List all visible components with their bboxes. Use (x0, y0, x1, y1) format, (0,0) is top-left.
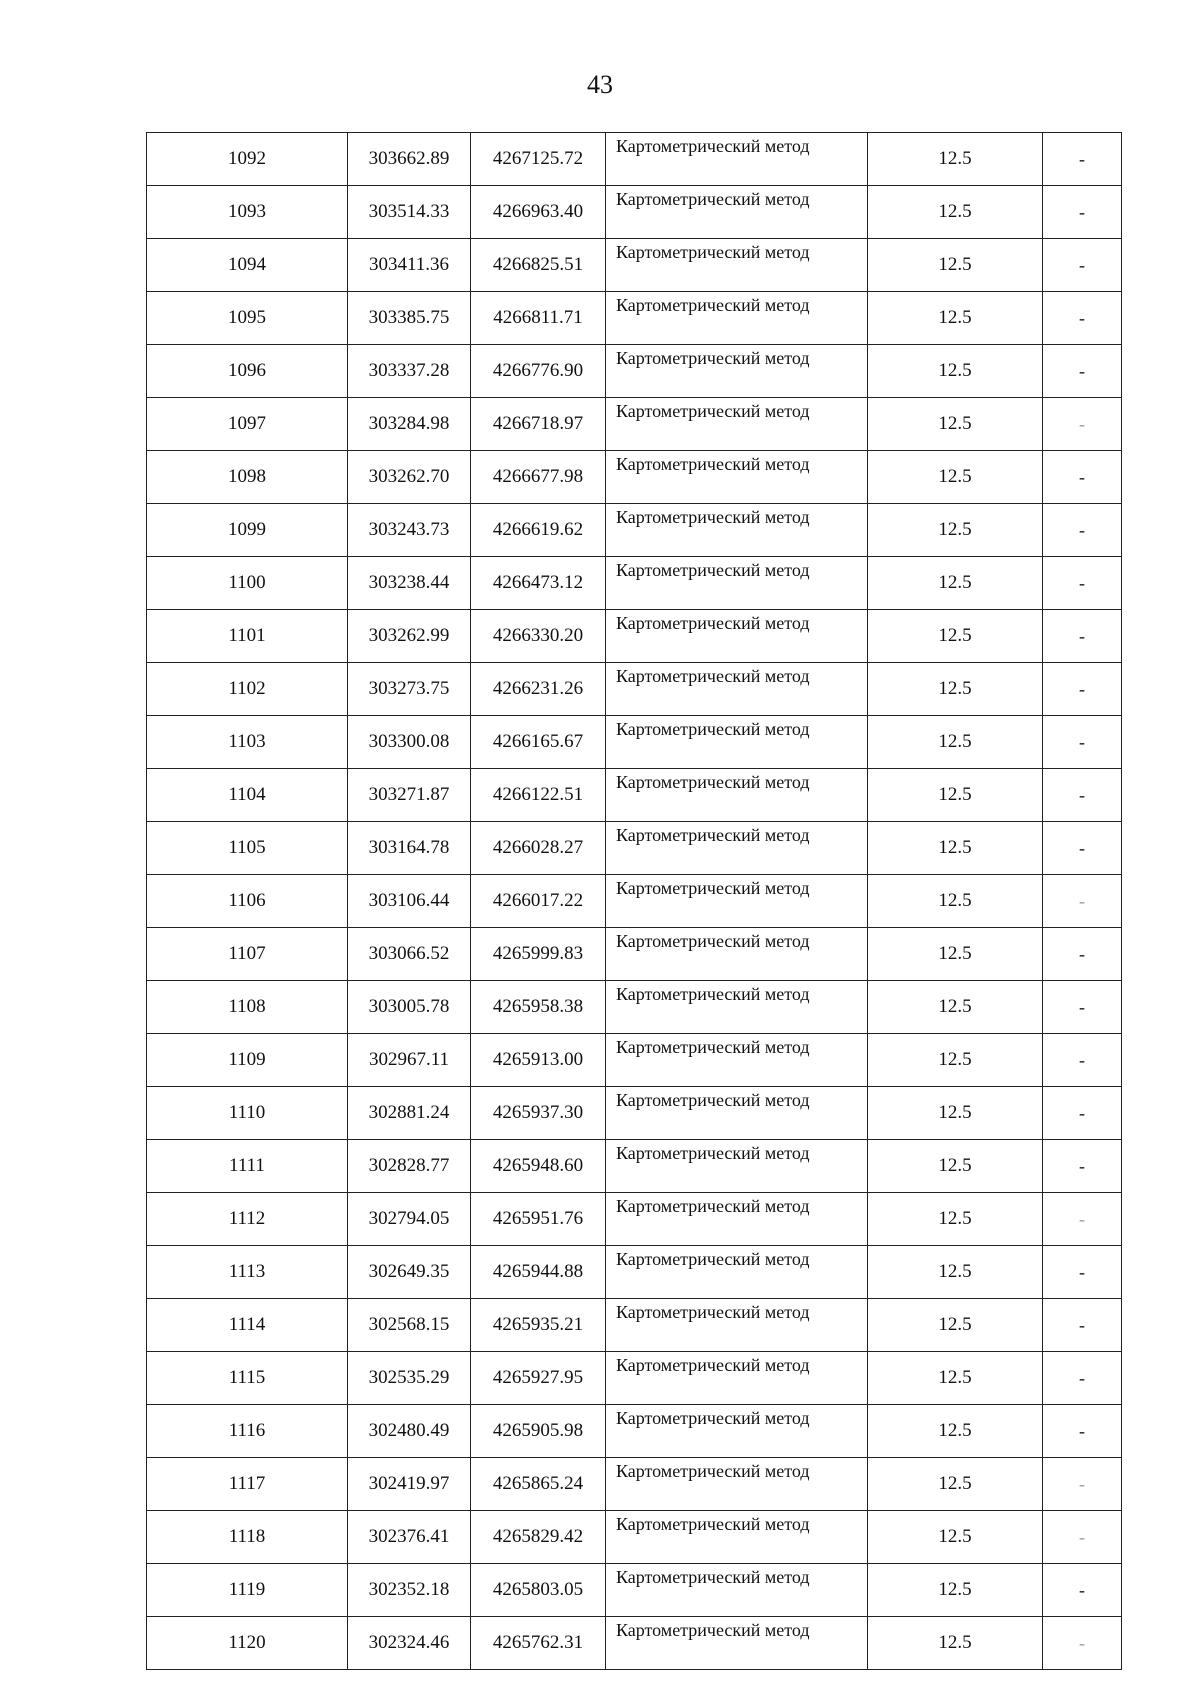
note-cell: - (1043, 1299, 1122, 1352)
x-coordinate-cell: 302535.29 (348, 1352, 471, 1405)
point-id-cell: 1104 (147, 769, 348, 822)
table-row (147, 504, 1122, 557)
table-row (147, 769, 1122, 822)
note-cell: - (1043, 769, 1122, 822)
x-coordinate-cell: 303243.73 (348, 504, 471, 557)
point-id-cell: 1107 (147, 928, 348, 981)
x-coordinate-cell: 302324.46 (348, 1617, 471, 1670)
method-cell: Картометрический метод (606, 716, 868, 769)
y-coordinate-cell: 4266028.27 (471, 822, 606, 875)
table-row (147, 1193, 1122, 1246)
method-cell: Картометрический метод (606, 1034, 868, 1087)
table-row (147, 1564, 1122, 1617)
x-coordinate-cell: 303262.70 (348, 451, 471, 504)
note-cell: - (1043, 1405, 1122, 1458)
x-coordinate-cell: 302881.24 (348, 1087, 471, 1140)
y-coordinate-cell: 4265803.05 (471, 1564, 606, 1617)
accuracy-cell: 12.5 (868, 769, 1043, 822)
note-cell: - (1043, 186, 1122, 239)
point-id-cell: 1099 (147, 504, 348, 557)
method-cell: Картометрический метод (606, 239, 868, 292)
method-cell: Картометрический метод (606, 292, 868, 345)
table-row (147, 1140, 1122, 1193)
method-cell: Картометрический метод (606, 1458, 868, 1511)
method-cell: Картометрический метод (606, 1246, 868, 1299)
note-cell: - (1043, 1193, 1122, 1246)
method-cell: Картометрический метод (606, 557, 868, 610)
table-row (147, 875, 1122, 928)
table-row (147, 451, 1122, 504)
note-cell: - (1043, 928, 1122, 981)
point-id-cell: 1114 (147, 1299, 348, 1352)
y-coordinate-cell: 4265937.30 (471, 1087, 606, 1140)
table-row (147, 1405, 1122, 1458)
accuracy-cell: 12.5 (868, 716, 1043, 769)
note-cell: - (1043, 1246, 1122, 1299)
note-cell: - (1043, 981, 1122, 1034)
accuracy-cell: 12.5 (868, 1352, 1043, 1405)
point-id-cell: 1096 (147, 345, 348, 398)
y-coordinate-cell: 4265944.88 (471, 1246, 606, 1299)
method-cell: Картометрический метод (606, 186, 868, 239)
table-row (147, 1511, 1122, 1564)
x-coordinate-cell: 302352.18 (348, 1564, 471, 1617)
y-coordinate-cell: 4266017.22 (471, 875, 606, 928)
point-id-cell: 1103 (147, 716, 348, 769)
point-id-cell: 1116 (147, 1405, 348, 1458)
table-row (147, 186, 1122, 239)
x-coordinate-cell: 303662.89 (348, 133, 471, 186)
coordinates-table (146, 132, 1122, 1670)
method-cell: Картометрический метод (606, 1140, 868, 1193)
y-coordinate-cell: 4266165.67 (471, 716, 606, 769)
point-id-cell: 1119 (147, 1564, 348, 1617)
table-row (147, 1087, 1122, 1140)
accuracy-cell: 12.5 (868, 451, 1043, 504)
table-row (147, 1352, 1122, 1405)
x-coordinate-cell: 302568.15 (348, 1299, 471, 1352)
method-cell: Картометрический метод (606, 504, 868, 557)
accuracy-cell: 12.5 (868, 239, 1043, 292)
method-cell: Картометрический метод (606, 1193, 868, 1246)
point-id-cell: 1100 (147, 557, 348, 610)
method-cell: Картометрический метод (606, 1511, 868, 1564)
y-coordinate-cell: 4265935.21 (471, 1299, 606, 1352)
x-coordinate-cell: 303273.75 (348, 663, 471, 716)
x-coordinate-cell: 302967.11 (348, 1034, 471, 1087)
x-coordinate-cell: 303337.28 (348, 345, 471, 398)
point-id-cell: 1094 (147, 239, 348, 292)
note-cell: - (1043, 1352, 1122, 1405)
note-cell: - (1043, 610, 1122, 663)
y-coordinate-cell: 4265905.98 (471, 1405, 606, 1458)
accuracy-cell: 12.5 (868, 398, 1043, 451)
y-coordinate-cell: 4267125.72 (471, 133, 606, 186)
y-coordinate-cell: 4266677.98 (471, 451, 606, 504)
table-row (147, 928, 1122, 981)
point-id-cell: 1110 (147, 1087, 348, 1140)
accuracy-cell: 12.5 (868, 1617, 1043, 1670)
accuracy-cell: 12.5 (868, 345, 1043, 398)
note-cell: - (1043, 557, 1122, 610)
point-id-cell: 1109 (147, 1034, 348, 1087)
table-row (147, 239, 1122, 292)
point-id-cell: 1113 (147, 1246, 348, 1299)
point-id-cell: 1098 (147, 451, 348, 504)
method-cell: Картометрический метод (606, 769, 868, 822)
accuracy-cell: 12.5 (868, 1034, 1043, 1087)
method-cell: Картометрический метод (606, 1087, 868, 1140)
method-cell: Картометрический метод (606, 1299, 868, 1352)
x-coordinate-cell: 302480.49 (348, 1405, 471, 1458)
method-cell: Картометрический метод (606, 451, 868, 504)
accuracy-cell: 12.5 (868, 663, 1043, 716)
table-row (147, 345, 1122, 398)
y-coordinate-cell: 4266330.20 (471, 610, 606, 663)
note-cell: - (1043, 133, 1122, 186)
point-id-cell: 1093 (147, 186, 348, 239)
x-coordinate-cell: 303385.75 (348, 292, 471, 345)
point-id-cell: 1106 (147, 875, 348, 928)
method-cell: Картометрический метод (606, 928, 868, 981)
table-row (147, 133, 1122, 186)
note-cell: - (1043, 1511, 1122, 1564)
x-coordinate-cell: 303106.44 (348, 875, 471, 928)
accuracy-cell: 12.5 (868, 1405, 1043, 1458)
x-coordinate-cell: 303262.99 (348, 610, 471, 663)
note-cell: - (1043, 822, 1122, 875)
x-coordinate-cell: 303238.44 (348, 557, 471, 610)
x-coordinate-cell: 303005.78 (348, 981, 471, 1034)
accuracy-cell: 12.5 (868, 1511, 1043, 1564)
note-cell: - (1043, 875, 1122, 928)
table-row (147, 1617, 1122, 1670)
note-cell: - (1043, 1458, 1122, 1511)
table-row (147, 1299, 1122, 1352)
y-coordinate-cell: 4266776.90 (471, 345, 606, 398)
y-coordinate-cell: 4265913.00 (471, 1034, 606, 1087)
accuracy-cell: 12.5 (868, 504, 1043, 557)
y-coordinate-cell: 4266122.51 (471, 769, 606, 822)
point-id-cell: 1105 (147, 822, 348, 875)
point-id-cell: 1120 (147, 1617, 348, 1670)
accuracy-cell: 12.5 (868, 1193, 1043, 1246)
y-coordinate-cell: 4265958.38 (471, 981, 606, 1034)
table-row (147, 822, 1122, 875)
accuracy-cell: 12.5 (868, 1140, 1043, 1193)
method-cell: Картометрический метод (606, 1564, 868, 1617)
method-cell: Картометрический метод (606, 981, 868, 1034)
accuracy-cell: 12.5 (868, 292, 1043, 345)
table-body (147, 133, 1122, 1670)
y-coordinate-cell: 4265865.24 (471, 1458, 606, 1511)
x-coordinate-cell: 302828.77 (348, 1140, 471, 1193)
y-coordinate-cell: 4265999.83 (471, 928, 606, 981)
accuracy-cell: 12.5 (868, 981, 1043, 1034)
method-cell: Картометрический метод (606, 345, 868, 398)
x-coordinate-cell: 302376.41 (348, 1511, 471, 1564)
note-cell: - (1043, 716, 1122, 769)
method-cell: Картометрический метод (606, 1352, 868, 1405)
method-cell: Картометрический метод (606, 398, 868, 451)
table-row (147, 610, 1122, 663)
x-coordinate-cell: 303271.87 (348, 769, 471, 822)
table-row (147, 663, 1122, 716)
point-id-cell: 1097 (147, 398, 348, 451)
y-coordinate-cell: 4265951.76 (471, 1193, 606, 1246)
accuracy-cell: 12.5 (868, 1246, 1043, 1299)
y-coordinate-cell: 4266231.26 (471, 663, 606, 716)
accuracy-cell: 12.5 (868, 1087, 1043, 1140)
note-cell: - (1043, 1617, 1122, 1670)
table-row (147, 292, 1122, 345)
note-cell: - (1043, 292, 1122, 345)
x-coordinate-cell: 302419.97 (348, 1458, 471, 1511)
y-coordinate-cell: 4265927.95 (471, 1352, 606, 1405)
method-cell: Картометрический метод (606, 1617, 868, 1670)
method-cell: Картометрический метод (606, 610, 868, 663)
x-coordinate-cell: 302794.05 (348, 1193, 471, 1246)
point-id-cell: 1115 (147, 1352, 348, 1405)
table-row (147, 716, 1122, 769)
point-id-cell: 1118 (147, 1511, 348, 1564)
note-cell: - (1043, 1087, 1122, 1140)
point-id-cell: 1092 (147, 133, 348, 186)
x-coordinate-cell: 303164.78 (348, 822, 471, 875)
x-coordinate-cell: 302649.35 (348, 1246, 471, 1299)
y-coordinate-cell: 4266811.71 (471, 292, 606, 345)
note-cell: - (1043, 345, 1122, 398)
y-coordinate-cell: 4266473.12 (471, 557, 606, 610)
x-coordinate-cell: 303066.52 (348, 928, 471, 981)
y-coordinate-cell: 4266963.40 (471, 186, 606, 239)
x-coordinate-cell: 303300.08 (348, 716, 471, 769)
page-number: 43 (587, 70, 613, 99)
accuracy-cell: 12.5 (868, 133, 1043, 186)
y-coordinate-cell: 4266825.51 (471, 239, 606, 292)
table-row (147, 1458, 1122, 1511)
table-row (147, 1034, 1122, 1087)
point-id-cell: 1102 (147, 663, 348, 716)
point-id-cell: 1101 (147, 610, 348, 663)
note-cell: - (1043, 1034, 1122, 1087)
y-coordinate-cell: 4265948.60 (471, 1140, 606, 1193)
accuracy-cell: 12.5 (868, 1299, 1043, 1352)
method-cell: Картометрический метод (606, 822, 868, 875)
accuracy-cell: 12.5 (868, 557, 1043, 610)
x-coordinate-cell: 303284.98 (348, 398, 471, 451)
accuracy-cell: 12.5 (868, 1458, 1043, 1511)
note-cell: - (1043, 1140, 1122, 1193)
y-coordinate-cell: 4265829.42 (471, 1511, 606, 1564)
accuracy-cell: 12.5 (868, 610, 1043, 663)
y-coordinate-cell: 4265762.31 (471, 1617, 606, 1670)
accuracy-cell: 12.5 (868, 1564, 1043, 1617)
x-coordinate-cell: 303411.36 (348, 239, 471, 292)
note-cell: - (1043, 1564, 1122, 1617)
method-cell: Картометрический метод (606, 133, 868, 186)
method-cell: Картометрический метод (606, 875, 868, 928)
accuracy-cell: 12.5 (868, 822, 1043, 875)
table-row (147, 1246, 1122, 1299)
point-id-cell: 1117 (147, 1458, 348, 1511)
table-row (147, 981, 1122, 1034)
table-row (147, 398, 1122, 451)
x-coordinate-cell: 303514.33 (348, 186, 471, 239)
y-coordinate-cell: 4266619.62 (471, 504, 606, 557)
accuracy-cell: 12.5 (868, 875, 1043, 928)
method-cell: Картометрический метод (606, 663, 868, 716)
note-cell: - (1043, 504, 1122, 557)
note-cell: - (1043, 398, 1122, 451)
y-coordinate-cell: 4266718.97 (471, 398, 606, 451)
point-id-cell: 1108 (147, 981, 348, 1034)
point-id-cell: 1095 (147, 292, 348, 345)
note-cell: - (1043, 451, 1122, 504)
note-cell: - (1043, 239, 1122, 292)
accuracy-cell: 12.5 (868, 928, 1043, 981)
method-cell: Картометрический метод (606, 1405, 868, 1458)
table-row (147, 557, 1122, 610)
point-id-cell: 1111 (147, 1140, 348, 1193)
note-cell: - (1043, 663, 1122, 716)
point-id-cell: 1112 (147, 1193, 348, 1246)
accuracy-cell: 12.5 (868, 186, 1043, 239)
